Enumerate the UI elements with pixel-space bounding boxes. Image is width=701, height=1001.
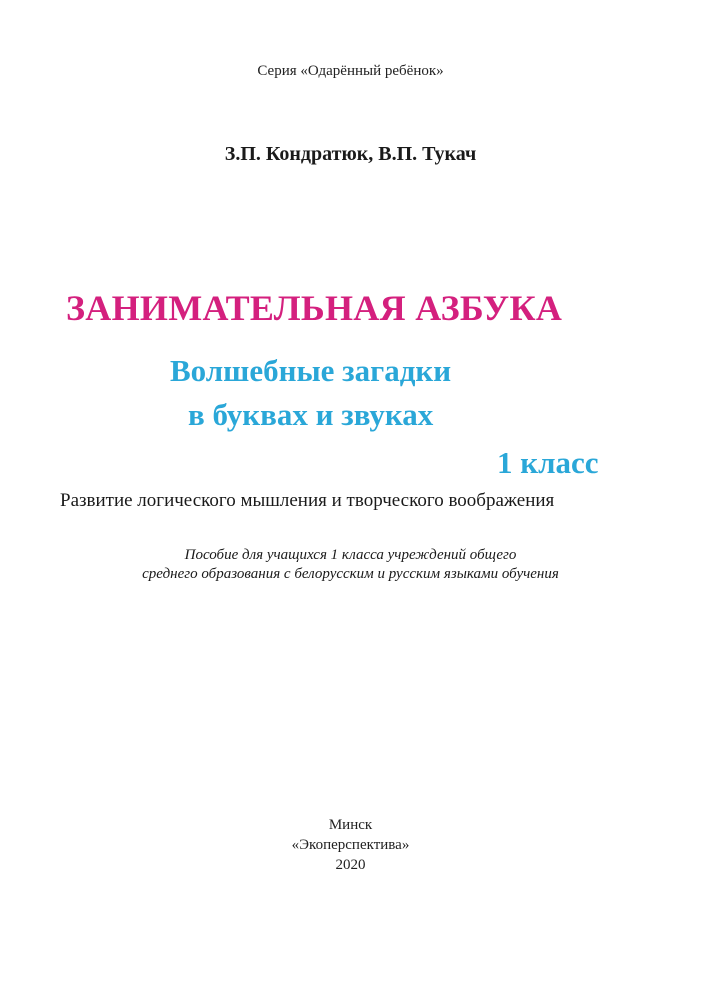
imprint-publisher: «Экоперспектива» [291, 837, 410, 853]
development-description: Развитие логического мышления и творческого воображения [60, 490, 555, 511]
grade-label: 1 класс [497, 445, 599, 480]
series-name: Серия «Одарённый ребёнок» [257, 63, 444, 79]
authors: З.П. Кондратюк, В.П. Тукач [224, 143, 477, 165]
subtitle-line-1: Волшебные загадки [170, 353, 452, 388]
purpose-line-1: Пособие для учащихся 1 класса учреждений общего [184, 547, 517, 563]
imprint-city: Минск [328, 817, 373, 833]
purpose-line-2: среднего образования с белорусским и русским языками обучения [142, 566, 559, 582]
book-title: ЗАНИМАТЕЛЬНАЯ АЗБУКА [66, 288, 563, 328]
imprint-year: 2020 [335, 857, 366, 873]
subtitle-line-2: в буквах и звуках [188, 397, 434, 432]
